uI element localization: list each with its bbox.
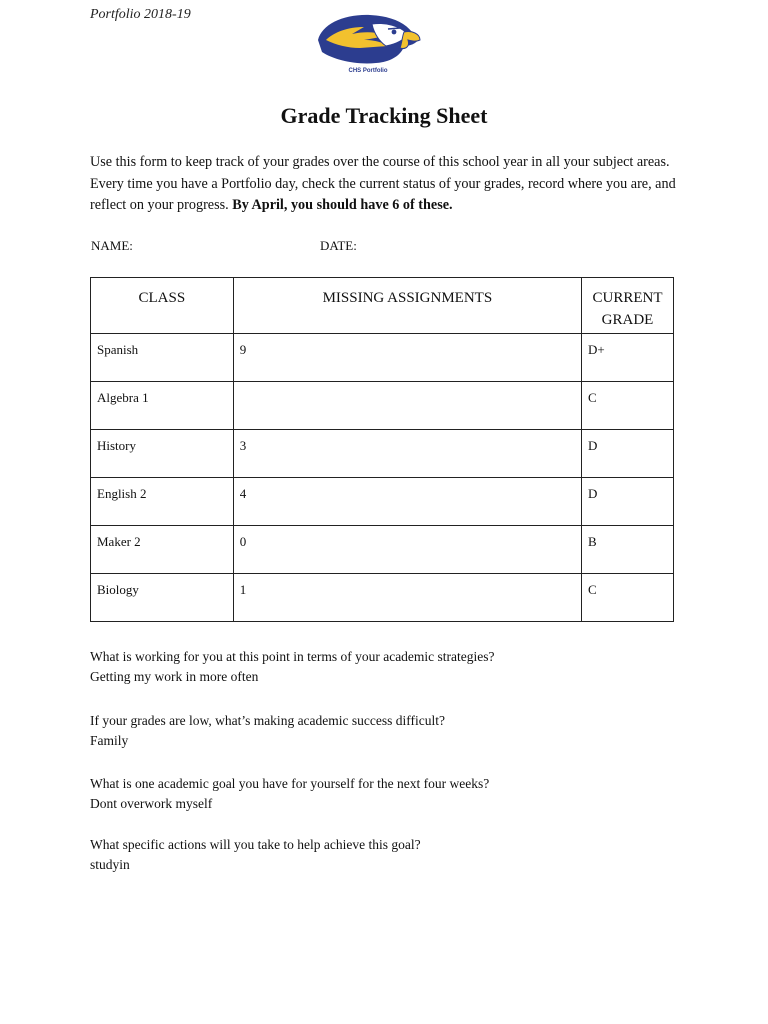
name-label: NAME: [91, 238, 133, 253]
cell-grade: B [582, 526, 674, 574]
cell-missing: 4 [233, 478, 581, 526]
table-row [91, 526, 674, 574]
grade-table [90, 277, 674, 622]
table-row [91, 382, 674, 430]
cell-class: English 2 [91, 478, 234, 526]
reflection-question: If your grades are low, what’s making academic success difficult? [90, 713, 445, 728]
cell-grade: D+ [582, 334, 674, 382]
page-title: Grade Tracking Sheet [280, 103, 488, 128]
reflection-question: What specific actions will you take to help achieve this goal? [90, 837, 421, 852]
intro-emphasis: By April, you should have 6 of these. [232, 197, 453, 213]
reflection-item [90, 773, 710, 814]
reflection-answer: Family [90, 733, 129, 748]
header-current-grade: CURRENT GRADE [582, 278, 674, 334]
table-row [91, 574, 674, 622]
cell-missing: 0 [233, 526, 581, 574]
cell-class: Maker 2 [91, 526, 234, 574]
cell-class: History [91, 430, 234, 478]
table-row [91, 334, 674, 382]
reflection-answer: Getting my work in more often [90, 669, 259, 684]
cell-grade: C [582, 382, 674, 430]
reflection-question: What is one academic goal you have for yourself for the next four weeks? [90, 776, 490, 791]
reflection-item [90, 646, 710, 687]
cell-missing: 3 [233, 430, 581, 478]
cell-missing: 1 [233, 574, 581, 622]
table-row [91, 478, 674, 526]
intro-text: Use this form to keep track of your grades over the course of this school year in all your subject areas. Every time you have a Portfolio day, check the current status of your grades, record where you are, and reflect on your progress. [90, 154, 676, 213]
cell-grade: D [582, 430, 674, 478]
cell-class: Algebra 1 [91, 382, 234, 430]
reflection-question: What is working for you at this point in terms of your academic strategies? [90, 649, 495, 664]
reflection-answer: Dont overwork myself [90, 796, 213, 811]
eagle-logo [312, 10, 424, 82]
cell-missing: 9 [233, 334, 581, 382]
logo-caption: CHS Portfolio [348, 68, 388, 74]
reflection-item [90, 710, 710, 751]
portfolio-year-label: Portfolio 2018-19 [90, 7, 191, 22]
table-row [91, 430, 674, 478]
cell-grade: D [582, 478, 674, 526]
table-header-row [91, 278, 674, 334]
date-label: DATE: [320, 238, 357, 253]
reflection-item [90, 834, 710, 875]
eagle-head-icon [312, 10, 424, 68]
reflection-answer: studyin [90, 857, 130, 872]
cell-class: Biology [91, 574, 234, 622]
header-missing-assignments: MISSING ASSIGNMENTS [233, 278, 581, 334]
cell-missing [233, 382, 581, 430]
cell-grade: C [582, 574, 674, 622]
header-class: CLASS [91, 278, 234, 334]
cell-class: Spanish [91, 334, 234, 382]
intro-paragraph [90, 152, 690, 217]
